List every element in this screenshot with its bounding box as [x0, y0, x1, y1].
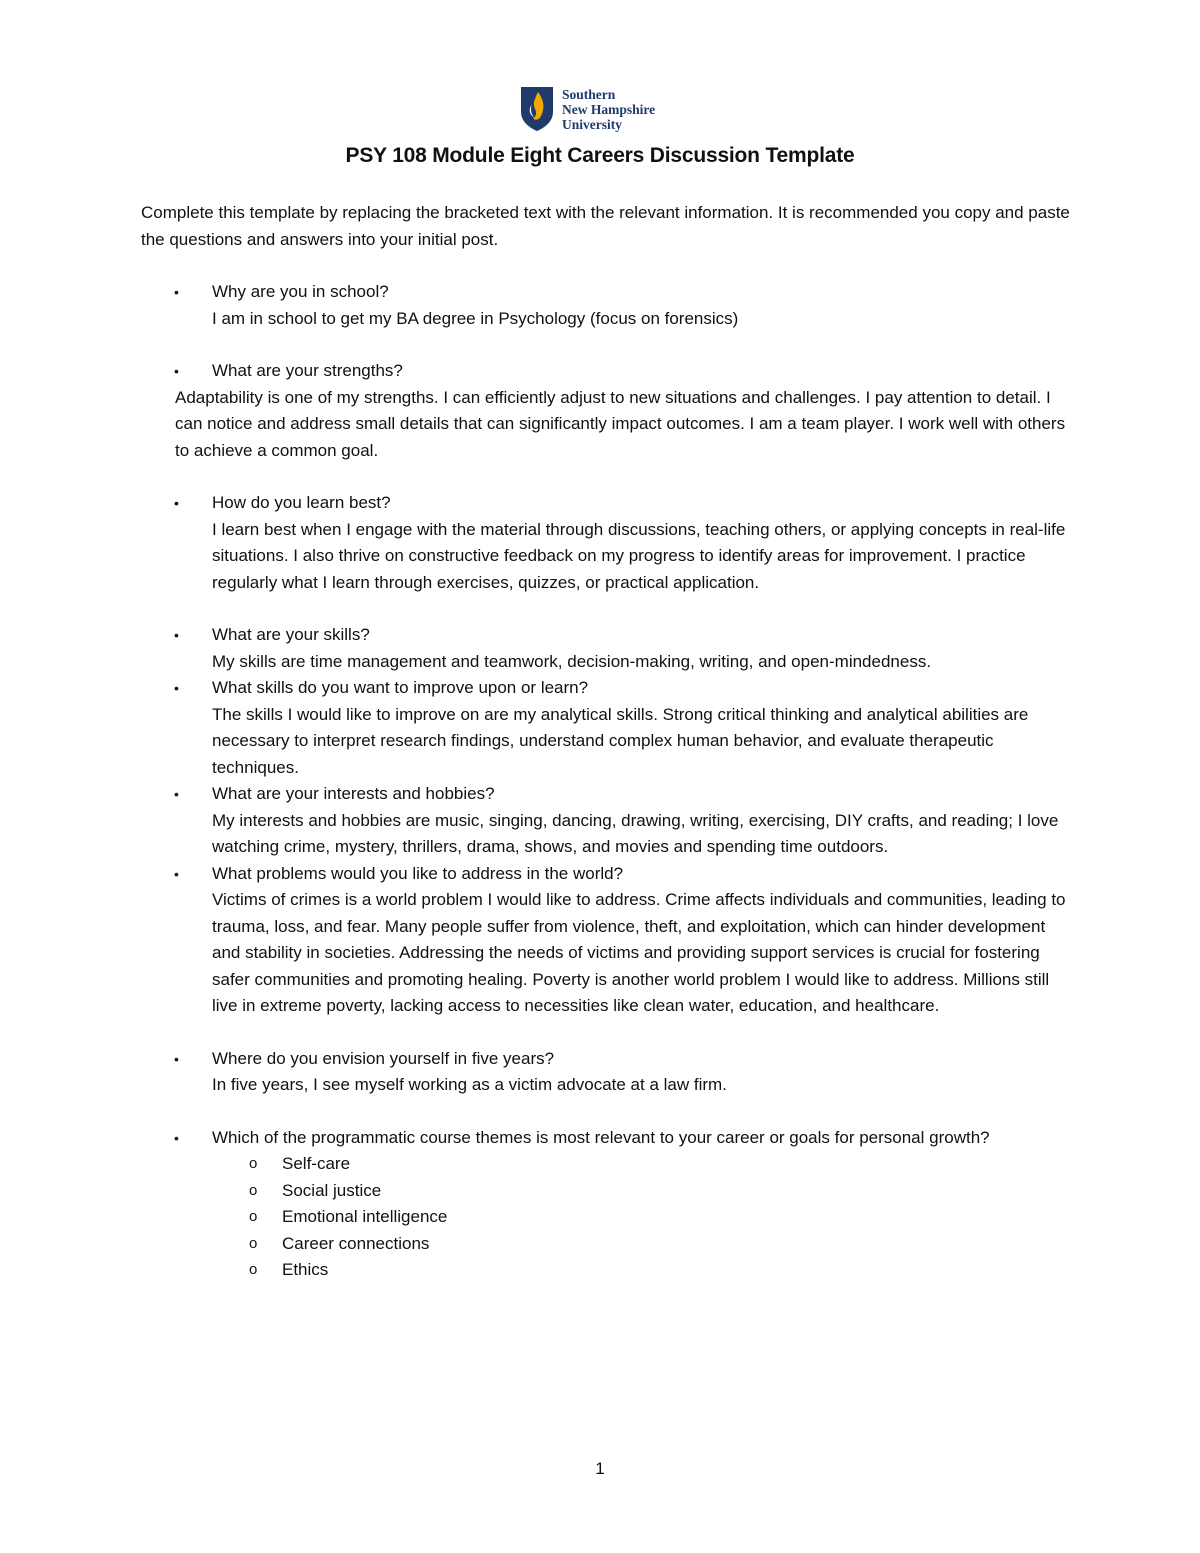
- question: What are your skills?: [212, 625, 370, 644]
- logo-line-1: Southern: [562, 86, 616, 102]
- answer: Adaptability is one of my strengths. I can efficiently adjust to new situations and challenges. I pay attention to detail. I can notice and address small details that can significantly impact outcomes. I am a team player. I work well with others to achieve a common goal.: [175, 387, 1066, 460]
- list-item: [141, 622, 1071, 675]
- answer: The skills I would like to improve on are my analytical skills. Strong critical thinking and analytical abilities are necessary to interpret research findings, understand complex human behavior, and evaluate therapeutic techniques.: [212, 704, 1029, 777]
- answer: I am in school to get my BA degree in Psychology (focus on forensics): [212, 308, 739, 328]
- intro-paragraph: Complete this template by replacing the bracketed text with the relevant information. It is recommended you copy and paste the questions and answers into your initial post.: [141, 203, 1070, 249]
- sub-bullet-icon: o: [249, 1261, 258, 1278]
- page-title: PSY 108 Module Eight Careers Discussion Template: [345, 144, 855, 167]
- list-item: [141, 781, 1071, 861]
- sub-bullet-icon: o: [249, 1181, 258, 1199]
- list-item: [141, 1046, 1071, 1099]
- question: Where do you envision yourself in five years?: [212, 1048, 555, 1068]
- answer: In five years, I see myself working as a victim advocate at a law firm.: [212, 1075, 727, 1094]
- question: What are your strengths?: [212, 361, 403, 380]
- bullet-icon: •: [174, 363, 179, 379]
- bullet-icon: •: [174, 865, 179, 882]
- page-number: 1: [595, 1459, 605, 1478]
- theme-item: [141, 1151, 1071, 1178]
- document-body: [141, 200, 1071, 1284]
- question: What skills do you want to improve upon or learn?: [212, 678, 589, 697]
- sub-bullet-icon: o: [249, 1155, 258, 1172]
- question: Which of the programmatic course themes is most relevant to your career or goals for personal growth?: [212, 1127, 990, 1147]
- list-item: [141, 358, 1071, 385]
- question: Why are you in school?: [212, 282, 389, 301]
- question: What problems would you like to address in the world?: [212, 863, 624, 883]
- logo-line-2: New Hampshire: [562, 101, 656, 117]
- theme-item: [141, 1178, 1071, 1205]
- question: How do you learn best?: [212, 493, 391, 512]
- theme-label: Social justice: [282, 1180, 382, 1200]
- theme-label: Emotional intelligence: [282, 1207, 448, 1226]
- theme-item: [141, 1204, 1071, 1231]
- answer: Victims of crimes is a world problem I would like to address. Crime affects individuals and communities, leading to trauma, loss, and fear. Many people suffer from violence, theft, and exploitation, which can hinder development and stability in societies. Addressing the needs of victims and providing support services is crucial for fostering safer communities and promoting healing. Poverty is another world problem I would like to address. Millions still live in extreme poverty, lacking access to necessities like clean water, education, and healthcare.: [212, 890, 1066, 1015]
- answer: I learn best when I engage with the material through discussions, teaching others, or applying concepts in real-life situations. I also thrive on constructive feedback on my progress to identify areas for improvement. I practice regularly what I learn through exercises, quizzes, or practical application.: [212, 519, 1066, 592]
- university-logo: [520, 84, 700, 134]
- bullet-icon: •: [174, 627, 179, 643]
- bullet-icon: •: [174, 284, 179, 300]
- flame-shield-icon: [520, 86, 554, 132]
- logo-line-3: University: [562, 116, 622, 132]
- bullet-icon: •: [174, 680, 179, 696]
- theme-label: Self-care: [282, 1154, 351, 1173]
- theme-label: Career connections: [282, 1233, 430, 1253]
- sub-bullet-icon: o: [249, 1234, 258, 1252]
- list-item: [141, 675, 1071, 781]
- theme-item: [141, 1257, 1071, 1284]
- question: What are your interests and hobbies?: [212, 784, 495, 803]
- list-item: [141, 490, 1071, 596]
- list-item: [141, 861, 1071, 1020]
- bullet-icon: •: [174, 495, 179, 511]
- list-item: [141, 279, 1071, 332]
- bullet-icon: •: [174, 1050, 179, 1067]
- bullet-icon: •: [174, 1129, 179, 1146]
- answer: My interests and hobbies are music, singing, dancing, drawing, writing, exercising, DIY crafts, and reading; I love watching crime, mystery, thrillers, drama, shows, and movies and spending time outdoors.: [212, 810, 1059, 856]
- sub-bullet-icon: o: [249, 1208, 258, 1225]
- logo-wordmark: [562, 87, 655, 132]
- list-item: [141, 1125, 1071, 1152]
- theme-item: [141, 1231, 1071, 1258]
- theme-label: Ethics: [282, 1260, 329, 1279]
- bullet-icon: •: [174, 786, 179, 802]
- answer: My skills are time management and teamwork, decision-making, writing, and open-mindedness.: [212, 651, 932, 671]
